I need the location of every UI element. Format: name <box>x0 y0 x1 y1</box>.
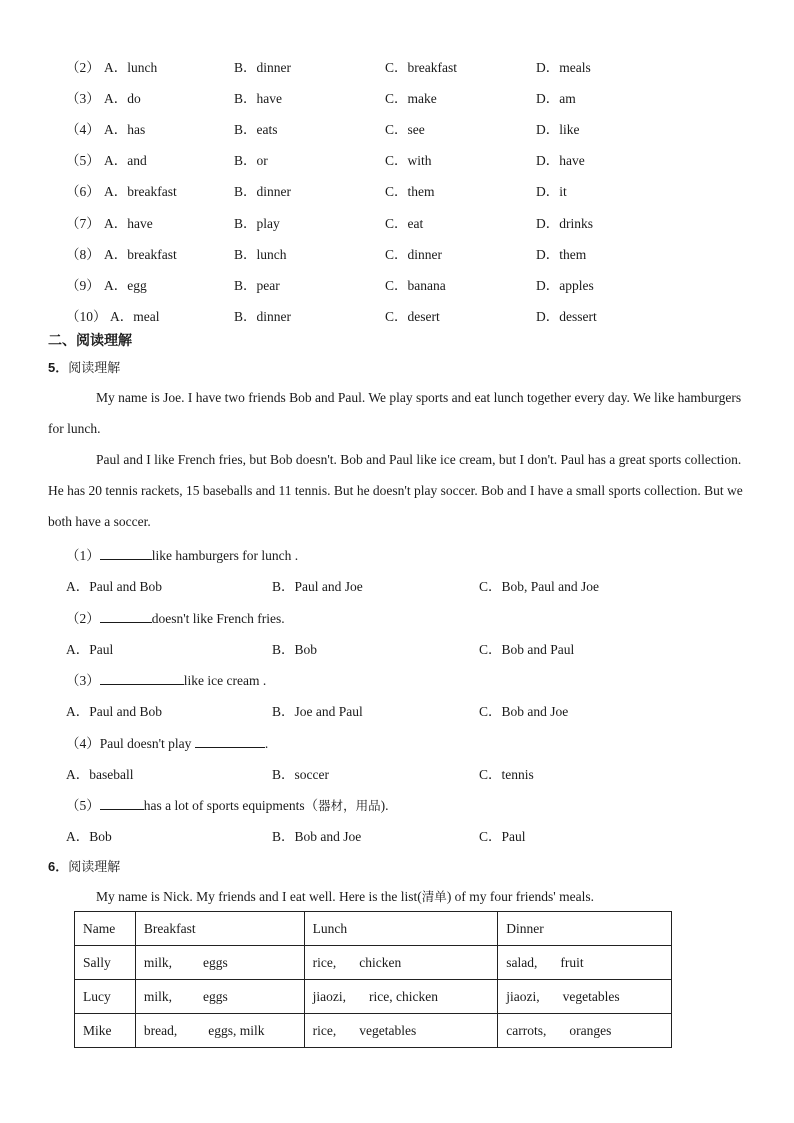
subquestion-stem <box>66 607 285 627</box>
question-5-paragraph-1: My name is Joe. I have two friends Bob and Paul. We play sports and eat lunch together every day. We like hamburgers for lunch. <box>48 390 742 436</box>
choice-b[interactable]: B．Bob and Joe <box>272 829 362 844</box>
table-cell-item: fruit <box>560 954 584 970</box>
table-cell-item: rice, chicken <box>369 988 438 1004</box>
option-row-number: （8） <box>66 246 100 262</box>
table-header-cell: Breakfast <box>135 912 304 946</box>
subquestion-suffix: has a lot of sports equipments（ <box>143 798 319 813</box>
option-b: B．dinner <box>234 184 291 200</box>
choice-c[interactable]: C．Bob and Joe <box>479 704 569 719</box>
option-row <box>0 149 794 169</box>
table-cell <box>135 1014 304 1048</box>
option-row <box>0 274 794 294</box>
option-d: D．like <box>536 122 580 138</box>
subquestion-suffix: like ice cream . <box>183 673 267 688</box>
table-cell <box>498 980 672 1014</box>
option-d: D．have <box>536 153 585 169</box>
option-c: C．them <box>385 184 435 200</box>
option-row-number: （9） <box>66 277 100 293</box>
choice-b[interactable]: B．Joe and Paul <box>272 704 363 719</box>
table-cell-item: carrots, <box>506 1022 547 1038</box>
choice-a[interactable]: A．baseball <box>66 766 134 782</box>
choice-c[interactable]: C．Bob and Paul <box>479 641 575 657</box>
table-header-cell: Dinner <box>498 912 672 946</box>
section-heading: 二、阅读理解 <box>48 333 132 349</box>
subquestion-prefix: （4）Paul doesn't play <box>66 735 195 751</box>
choice-a[interactable]: A．Paul <box>66 641 114 657</box>
question-6-intro-text: My name is Nick. My friends and I eat well. Here is the list( <box>96 889 422 904</box>
option-a: A．egg <box>104 277 147 293</box>
table-cell-item: milk, <box>143 954 173 970</box>
option-a: A．meal <box>110 308 160 324</box>
question-5-number: 5． <box>48 360 69 375</box>
choice-c[interactable]: C．tennis <box>479 766 534 782</box>
subquestion-stem <box>66 794 389 814</box>
question-6-intro-cjk: 清单 <box>421 889 447 904</box>
option-row-number: （3） <box>66 91 100 107</box>
option-row-number: （10） <box>66 308 107 324</box>
option-b: B．play <box>234 215 280 231</box>
question-6-intro-text-end: ) of my four friends' meals. <box>446 889 594 904</box>
option-row <box>0 87 794 107</box>
option-row-number: （4） <box>66 122 100 138</box>
table-cell-item: bread, <box>143 1022 178 1038</box>
choice-b[interactable]: B．Paul and Joe <box>272 579 363 594</box>
table-header-cell: Name <box>75 912 136 946</box>
subquestion-suffix: doesn't like French fries. <box>151 610 285 626</box>
table-cell-item: eggs, milk <box>208 1022 265 1038</box>
table-cell-item: chicken <box>359 954 402 970</box>
answer-blank[interactable] <box>100 546 152 560</box>
option-c: C．make <box>385 91 437 107</box>
option-b: B．have <box>234 91 282 107</box>
subquestion-suffix: . <box>264 735 269 751</box>
subquestion-suffix: like hamburgers for lunch . <box>151 548 299 563</box>
option-b: B．or <box>234 153 268 169</box>
choice-c[interactable]: C．Bob, Paul and Joe <box>479 579 599 594</box>
subquestion-prefix: （3） <box>66 673 100 688</box>
subquestion-gloss: 器材，用品 <box>318 798 381 813</box>
subquestion-stem <box>66 732 268 752</box>
choice-c[interactable]: C．Paul <box>479 829 526 844</box>
option-b: B．dinner <box>234 308 291 324</box>
table-header-row <box>75 912 672 946</box>
table-cell-item: Mike <box>83 1022 112 1038</box>
option-row <box>0 56 794 76</box>
option-c: C．dinner <box>385 246 442 262</box>
option-d: D．meals <box>536 60 591 75</box>
table-header-cell: Lunch <box>304 912 498 946</box>
option-row-number: （2） <box>66 60 100 75</box>
table-cell <box>75 980 136 1014</box>
table-cell-item: Lucy <box>83 988 111 1004</box>
option-row-number: （5） <box>66 153 100 169</box>
option-c: C．desert <box>385 308 440 324</box>
option-b: B．eats <box>234 122 278 138</box>
option-row <box>0 180 794 200</box>
table-cell-item: jiaozi, <box>312 988 347 1004</box>
option-row <box>0 305 794 325</box>
option-d: D．them <box>536 246 587 262</box>
option-c: C．eat <box>385 215 424 231</box>
option-d: D．drinks <box>536 215 593 231</box>
table-cell-item: Sally <box>83 954 111 970</box>
option-c: C．see <box>385 122 425 138</box>
option-row <box>0 212 794 232</box>
option-d: D．am <box>536 91 576 107</box>
choice-b[interactable]: B．soccer <box>272 766 329 782</box>
choice-b[interactable]: B．Bob <box>272 641 318 657</box>
table-cell <box>75 1014 136 1048</box>
table-cell-item: eggs <box>203 954 228 970</box>
table-row <box>75 946 672 980</box>
table-cell-item: eggs <box>203 988 228 1004</box>
choice-a[interactable]: A．Paul and Bob <box>66 704 162 719</box>
table-cell-item: rice, <box>312 954 337 970</box>
subquestion-stem <box>66 544 298 564</box>
option-b: B．pear <box>234 277 280 293</box>
question-6-number: 6． <box>48 859 69 874</box>
option-c: C．banana <box>385 277 446 293</box>
table-row <box>75 1014 672 1048</box>
option-a: A．do <box>104 91 141 107</box>
table-cell <box>304 980 498 1014</box>
option-row-number: （7） <box>66 215 100 231</box>
option-a: A．has <box>104 122 146 138</box>
meals-table <box>74 911 672 1048</box>
table-cell-item: milk, <box>143 988 173 1004</box>
subquestion-prefix: （1） <box>66 548 100 563</box>
subquestion-prefix: （5） <box>66 798 100 813</box>
subquestion-prefix: （2） <box>66 610 100 626</box>
table-cell-item: jiaozi, <box>506 988 540 1004</box>
option-b: B．dinner <box>234 60 291 75</box>
table-row <box>75 980 672 1014</box>
option-row <box>0 118 794 138</box>
question-6-intro <box>96 887 594 905</box>
subquestion-suffix-end: ). <box>380 798 389 813</box>
question-5-label: 阅读理解 <box>68 361 121 376</box>
choice-a[interactable]: A．Bob <box>66 829 112 844</box>
table-cell <box>135 946 304 980</box>
table-cell <box>498 1014 672 1048</box>
option-a: A．and <box>104 153 147 169</box>
question-5-paragraph-2: Paul and I like French fries, but Bob doesn't. Bob and Paul like ice cream, but I don't. Paul has a great sports collection. He has 20 tennis rackets, 15 baseballs and 11 tennis. But he doesn't play soccer. Bob and I have a small sports collection. But we both have a soccer. <box>48 452 743 529</box>
option-a: A．have <box>104 215 153 231</box>
option-row <box>0 243 794 263</box>
table-cell <box>498 946 672 980</box>
answer-blank[interactable] <box>100 609 152 623</box>
option-c: C．with <box>385 153 432 169</box>
table-cell <box>75 946 136 980</box>
option-d: D．it <box>536 184 567 200</box>
table-cell <box>304 1014 498 1048</box>
table-cell <box>135 980 304 1014</box>
table-cell-item: vegetables <box>359 1022 417 1038</box>
table-cell-item: rice, <box>312 1022 337 1038</box>
question-6-label: 阅读理解 <box>68 860 121 875</box>
option-d: D．apples <box>536 277 594 293</box>
table-cell-item: oranges <box>569 1022 612 1038</box>
option-b: B．lunch <box>234 246 287 262</box>
option-a: A．breakfast <box>104 246 177 262</box>
option-c: C．breakfast <box>385 60 457 75</box>
subquestion-stem <box>66 669 266 689</box>
table-cell-item: vegetables <box>562 988 620 1004</box>
table-cell-item: salad, <box>506 954 538 970</box>
question-6-heading <box>48 856 120 875</box>
choice-a[interactable]: A．Paul and Bob <box>66 579 162 594</box>
answer-blank[interactable] <box>195 734 265 748</box>
option-d: D．dessert <box>536 308 597 324</box>
option-row-number: （6） <box>66 184 100 200</box>
question-5-heading <box>48 357 120 376</box>
option-a: A．breakfast <box>104 184 177 200</box>
answer-blank[interactable] <box>100 796 144 810</box>
answer-blank[interactable] <box>100 671 184 685</box>
table-cell <box>304 946 498 980</box>
option-a: A．lunch <box>104 60 158 75</box>
